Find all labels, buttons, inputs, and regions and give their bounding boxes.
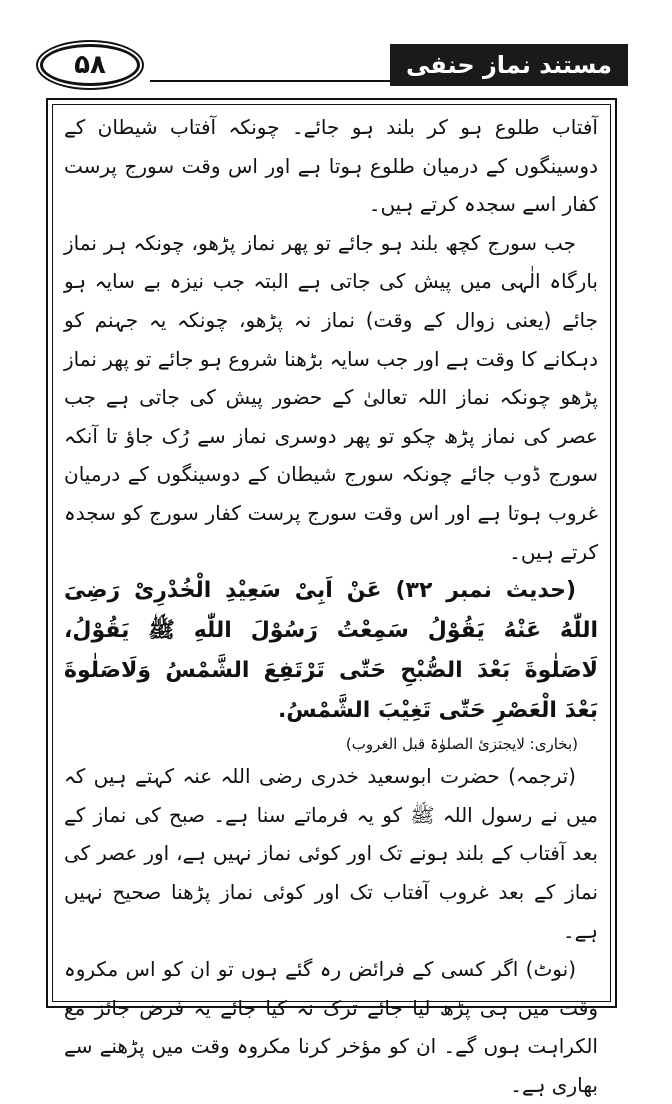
note-paragraph: (نوٹ) اگر کسی کے فرائض رہ گئے ہوں تو ان کو اس مکروہ وقت میں ہی پڑھ لیا جائے ترک نہ کیا جائے یہ فرض جائز مع الکراہت ہوں گے۔ ان کو مؤخر کرنا مکروہ وقت میں پڑھنے سے بھاری ہے۔ (64, 957, 598, 1097)
page-content (64, 108, 598, 1104)
book-title: مستند نماز حنفی (390, 44, 628, 86)
hadith-arabic: عَنْ اَبِیْ سَعِیْدِ الْخُدْرِیْ رَضِیَ اللّٰهُ عَنْهُ یَقُوْلُ سَمِعْتُ رَسُوْلَ اللّٰهِ ﷺ یَقُوْلُ، لَاصَلٰوةَ بَعْدَ الصُّبْحِ حَتّٰی تَرْتَفِعَ الشَّمْسُ وَلَاصَلٰوةَ بَعْدَ الْعَصْرِ حَتّٰی تَغِیْبَ الشَّمْسُ. (64, 578, 598, 724)
paragraph-prayer-times: جب سورج کچھ بلند ہو جائے تو پھر نماز پڑھو، چونکہ ہر نماز بارگاہ الٰہی میں پیش کی جاتی ہے البتہ جب نیزہ بے سایہ ہو جائے (یعنی زوال کے وقت) نماز نہ پڑھو، چونکہ یہ جہنم کو دہکانے کا وقت ہے اور جب سایہ بڑھنا شروع ہو جائے تو پھر نماز پڑھو چونکہ نماز اللہ تعالیٰ کے حضور پیش کی جاتی ہے جب عصر کی نماز پڑھ چکو تو پھر دوسری نماز سے رُک جاؤ تا آنکہ سورج ڈوب جائے چونکہ سورج شیطان کے دوسینگوں کے درمیان غروب ہوتا ہے اور اس وقت سورج پرست کفار سورج کو سجدہ کرتے ہیں۔ (64, 230, 598, 564)
paragraph-sunrise: آفتاب طلوع ہو کر بلند ہو جائے۔ چونکہ آفتاب شیطان کے دوسینگوں کے درمیان طلوع ہوتا ہے اور اس وقت سورج پرست کفار اسے سجدہ کرتے ہیں۔ (64, 115, 598, 217)
hadith-text (64, 571, 598, 731)
translation-paragraph: (ترجمہ) حضرت ابوسعید خدری رضی اللہ عنہ کہتے ہیں کہ میں نے رسول اللہ ﷺ کو یہ فرماتے سنا ہے۔ صبح کی نماز کے بعد آفتاب کے بلند ہونے تک اور کوئی نماز نہیں ہے، اور عصر کی نماز کے بعد غروب آفتاب تک اور کوئی نماز پڑھنا صحیح نہیں ہے۔ (64, 764, 598, 943)
page-number: ۵۸ (40, 44, 140, 86)
hadith-number: (حدیث نمبر ۳۲) (395, 578, 576, 604)
hadith-reference: (بخاری: لایجتزیٔ الصلوٰۃ قبل الغروب) (345, 735, 578, 754)
